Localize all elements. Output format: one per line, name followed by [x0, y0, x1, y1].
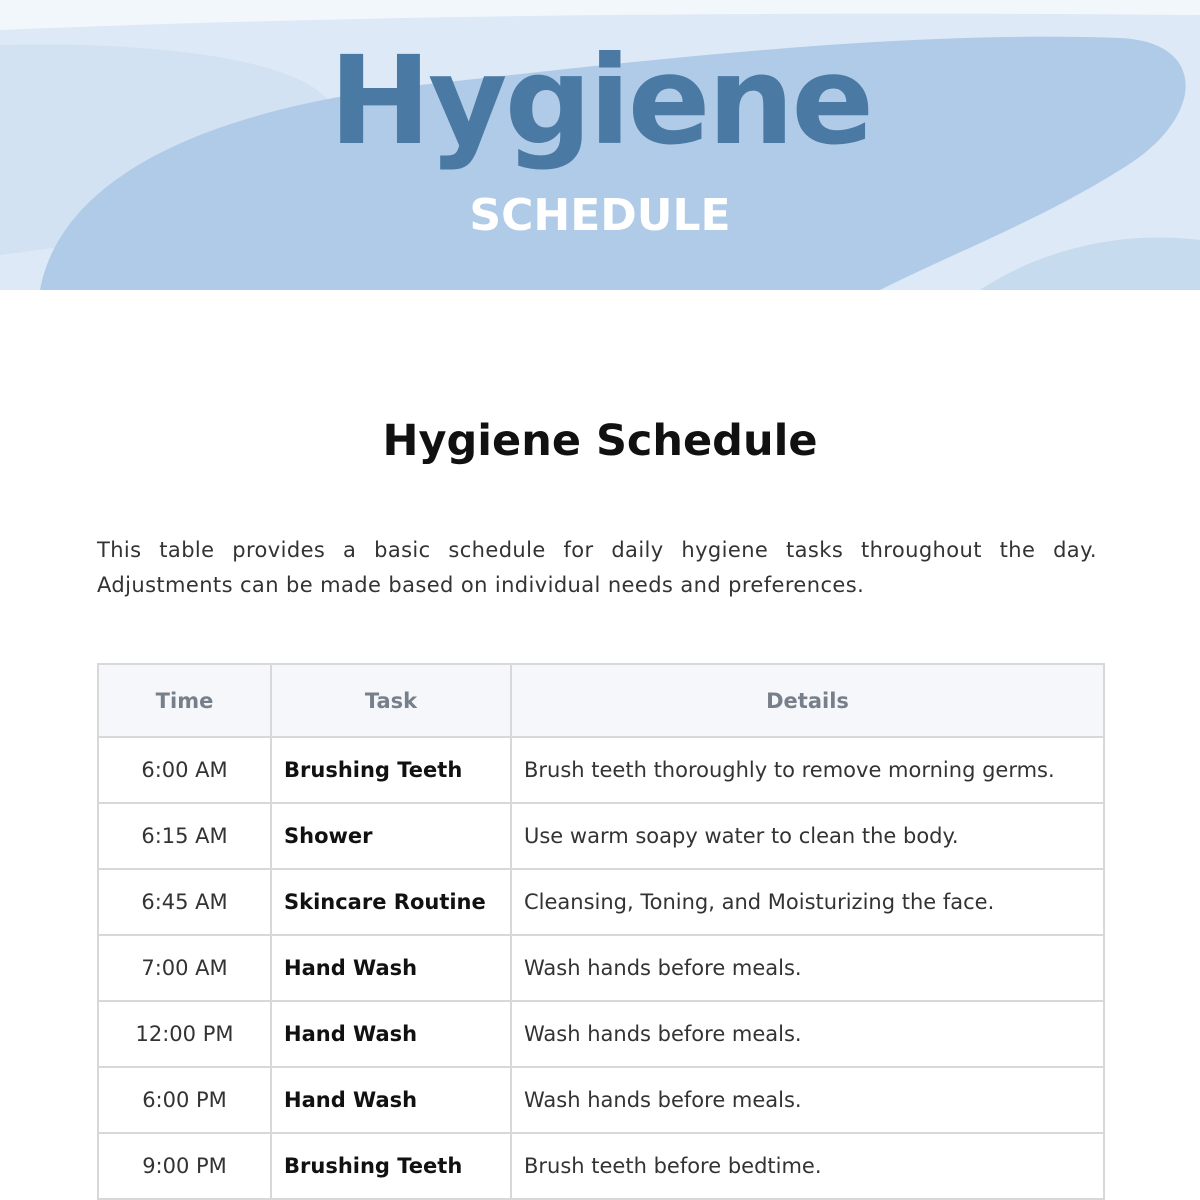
column-header-task: Task	[271, 664, 511, 737]
banner-subtitle: SCHEDULE	[469, 190, 731, 241]
cell-details: Cleansing, Toning, and Moisturizing the face.	[511, 869, 1104, 935]
cell-details: Brush teeth before bedtime.	[511, 1133, 1104, 1199]
cell-time: 6:15 AM	[98, 803, 271, 869]
cell-task: Hand Wash	[271, 1067, 511, 1133]
cell-details: Use warm soapy water to clean the body.	[511, 803, 1104, 869]
cell-details: Wash hands before meals.	[511, 935, 1104, 1001]
table-row	[98, 803, 1104, 869]
column-header-time: Time	[98, 664, 271, 737]
document-title: Hygiene Schedule	[382, 416, 818, 466]
cell-time: 6:00 AM	[98, 737, 271, 803]
table-header-row	[98, 664, 1104, 737]
cell-time: 9:00 PM	[98, 1133, 271, 1199]
cell-time: 6:00 PM	[98, 1067, 271, 1133]
column-header-details: Details	[511, 664, 1104, 737]
table-row	[98, 935, 1104, 1001]
cell-task: Skincare Routine	[271, 869, 511, 935]
banner-title: Hygiene	[328, 30, 872, 172]
cell-task: Hand Wash	[271, 1001, 511, 1067]
cell-task: Brushing Teeth	[271, 737, 511, 803]
cell-task: Shower	[271, 803, 511, 869]
table-row	[98, 1133, 1104, 1199]
cell-details: Brush teeth thoroughly to remove morning germs.	[511, 737, 1104, 803]
intro-paragraph: This table provides a basic schedule for daily hygiene tasks throughout the day. Adjustments can be made based on individual needs and preferences.	[97, 538, 1097, 597]
cell-task: Hand Wash	[271, 935, 511, 1001]
table-row	[98, 1001, 1104, 1067]
cell-task: Brushing Teeth	[271, 1133, 511, 1199]
header-banner	[0, 0, 1200, 290]
cell-time: 12:00 PM	[98, 1001, 271, 1067]
table-row	[98, 737, 1104, 803]
table-row	[98, 1067, 1104, 1133]
cell-time: 6:45 AM	[98, 869, 271, 935]
cell-details: Wash hands before meals.	[511, 1067, 1104, 1133]
table-row	[98, 869, 1104, 935]
cell-time: 7:00 AM	[98, 935, 271, 1001]
cell-details: Wash hands before meals.	[511, 1001, 1104, 1067]
schedule-table	[97, 663, 1105, 1200]
